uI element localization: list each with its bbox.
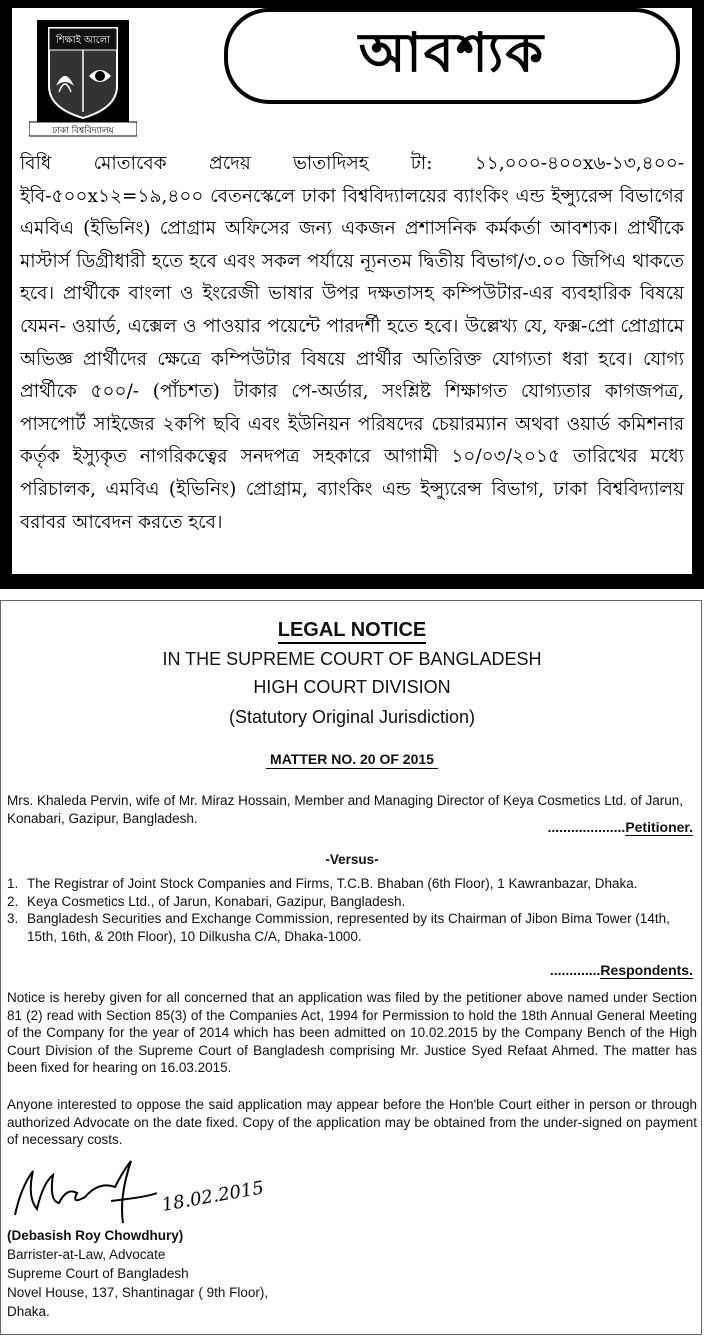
court-name: IN THE SUPREME COURT OF BANGLADESH (162, 649, 542, 669)
petitioner-label-text: Petitioner. (625, 819, 693, 835)
job-advertisement (0, 0, 704, 589)
respondents-list (7, 875, 697, 945)
list-item-text: Keya Cosmetics Ltd., of Jarun, Konabari, Gazipur, Bangladesh. (27, 893, 406, 909)
petitioner-details: Mrs. Khaleda Pervin, wife of Mr. Miraz Hossain, Member and Managing Director of Keya Cosmetics Ltd. of Jarun, Konabari, Gazipur, Bangladesh. (7, 793, 684, 826)
court-division: HIGH COURT DIVISION (253, 677, 451, 697)
signatory-court: Supreme Court of Bangladesh (7, 1266, 189, 1281)
signature-date: 18.02.2015 (160, 1177, 266, 1216)
legal-notice (0, 600, 702, 1335)
matter-number (1, 751, 703, 767)
dhaka-university-logo (29, 16, 137, 138)
signatory-address-line: Novel House, 137, Shantinagar ( 9th Floor), (7, 1285, 269, 1300)
matter-number-text: MATTER NO. 20 OF 2015 (266, 751, 438, 769)
logo-motto: শিক্ষাই আলো (55, 35, 111, 46)
list-item-number: 1. (7, 876, 19, 891)
signatory-block (7, 1226, 407, 1321)
respondents-label (550, 962, 693, 980)
list-item (7, 910, 697, 945)
signatory-title: Barrister-at-Law, Advocate (7, 1247, 166, 1262)
handwritten-signature (7, 1157, 267, 1229)
ad-title: আবশ্যক (358, 20, 546, 84)
list-item-text: Bangladesh Securities and Exchange Commission, represented by its Chairman of Jibon Bima Tower (14th, 15th, 16th, & 20th Floor), 10 Dilkusha C/A, Dhaka-1000. (27, 911, 670, 944)
notice-heading (1, 619, 703, 642)
respondents-label-text: Respondents. (600, 962, 693, 978)
notice-paragraph: Anyone interested to oppose the said application may appear before the Hon'ble Court either in person or through authorized Advocate on the date fixed. Copy of the application may be obtained from the under-signed on payment of necessary costs. (7, 1097, 697, 1147)
jurisdiction: (Statutory Original Jurisdiction) (228, 707, 476, 727)
petitioner-label (548, 819, 693, 837)
ad-body (20, 148, 684, 539)
list-item-number: 3. (7, 911, 19, 926)
list-item-text: The Registrar of Joint Stock Companies and Firms, T.C.B. Bhaban (6th Floor), 1 Kawranbazar, Dhaka. (27, 876, 638, 891)
ad-body-text: বিধি মোতাবেক প্রদেয় ভাতাদিসহ টা: ১১,০০০-৪০০x৬-১৩,৪০০-ইবি-৫০০x১২=১৯,৪০০ বেতনস্কেলে ঢাকা বিশ্ববিদ্যালয়ের ব্যাংকিং এন্ড ইন্স্যুরেন্স বিভাগের এমবিএ (ইভিনিং) প্রোগ্রাম অফিসের জন্য একজন প্রশাসনিক কর্মকর্তা আবশ্যক। প্রার্থীকে মাস্টার্স ডিগ্রীধারী হতে হবে এবং সকল পর্যায়ে ন্যূনতম দ্বিতীয় বিভাগ/৩.০০ জিপিএ থাকতে হবে। প্রার্থীকে বাংলা ও ইংরেজী ভাষার উপর দক্ষতাসহ কম্পিউটার-এর ব্যবহারিক বিষয়ে যেমন- ওয়ার্ড, এক্সেল ও পাওয়ার পয়েন্টে পারদর্শী হতে হবে। উল্লেখ্য যে, ফক্স-প্রো প্রোগ্রামে অভিজ্ঞ প্রার্থীদের ক্ষেত্রে কম্পিউটার বিষয়ে প্রার্থীর অতিরিক্ত যোগ্যতা ধরা হবে। যোগ্য প্রার্থীকে ৫০০/- (পাঁচশত) টাকার পে-অর্ডার, সংশ্লিষ্ট শিক্ষাগত যোগ্যতার কাগজপত্র, পাসপোর্ট সাইজের ২কপি ছবি এবং ইউনিয়ন পরিষদের চেয়ারম্যান অথবা ওয়ার্ড কমিশনার কর্তৃক ইস্যুকৃত নাগরিকত্বের সনদপত্র সহকারে আগামী ১০/০৩/২০১৫ তারিখের মধ্যে পরিচালক, এমবিএ (ইভিনিং) প্রোগ্রাম, ব্যাংকিং এন্ড ইন্স্যুরেন্স বিভাগ, ঢাকা বিশ্ববিদ্যালয় বরাবর আবেদন করতে হবে। (20, 153, 684, 533)
signatory-name: (Debasish Roy Chowdhury) (7, 1228, 184, 1243)
petitioner-dots: .................... (547, 819, 626, 835)
advertisement-panel (12, 8, 692, 574)
list-item (7, 893, 697, 911)
list-item-number: 2. (7, 893, 19, 909)
signatory-address-line: Dhaka. (7, 1304, 50, 1319)
title-banner (224, 8, 680, 104)
versus-label: -Versus- (325, 852, 379, 867)
notice-heading-text: LEGAL NOTICE (278, 619, 427, 644)
respondents-dots: ............. (549, 962, 601, 978)
list-item (7, 875, 697, 893)
notice-paragraph: Notice is hereby given for all concerned that an application was filed by the petitioner above named under Section 81 (2) read with Section 85(3) of the Companies Act, 1994 for Permission to hold the 18th Annual General Meeting of the Company for the year of 2014 which has been admitted on 10.02.2015 by the Company Bench of the High Court Division of the Supreme Court of Bangladesh comprising Mr. Justice Syed Refaat Ahmed. The matter has been fixed for hearing on 16.03.2015. (7, 990, 697, 1075)
logo-university-name: ঢাকা বিশ্ববিদ্যালয় (52, 126, 114, 136)
